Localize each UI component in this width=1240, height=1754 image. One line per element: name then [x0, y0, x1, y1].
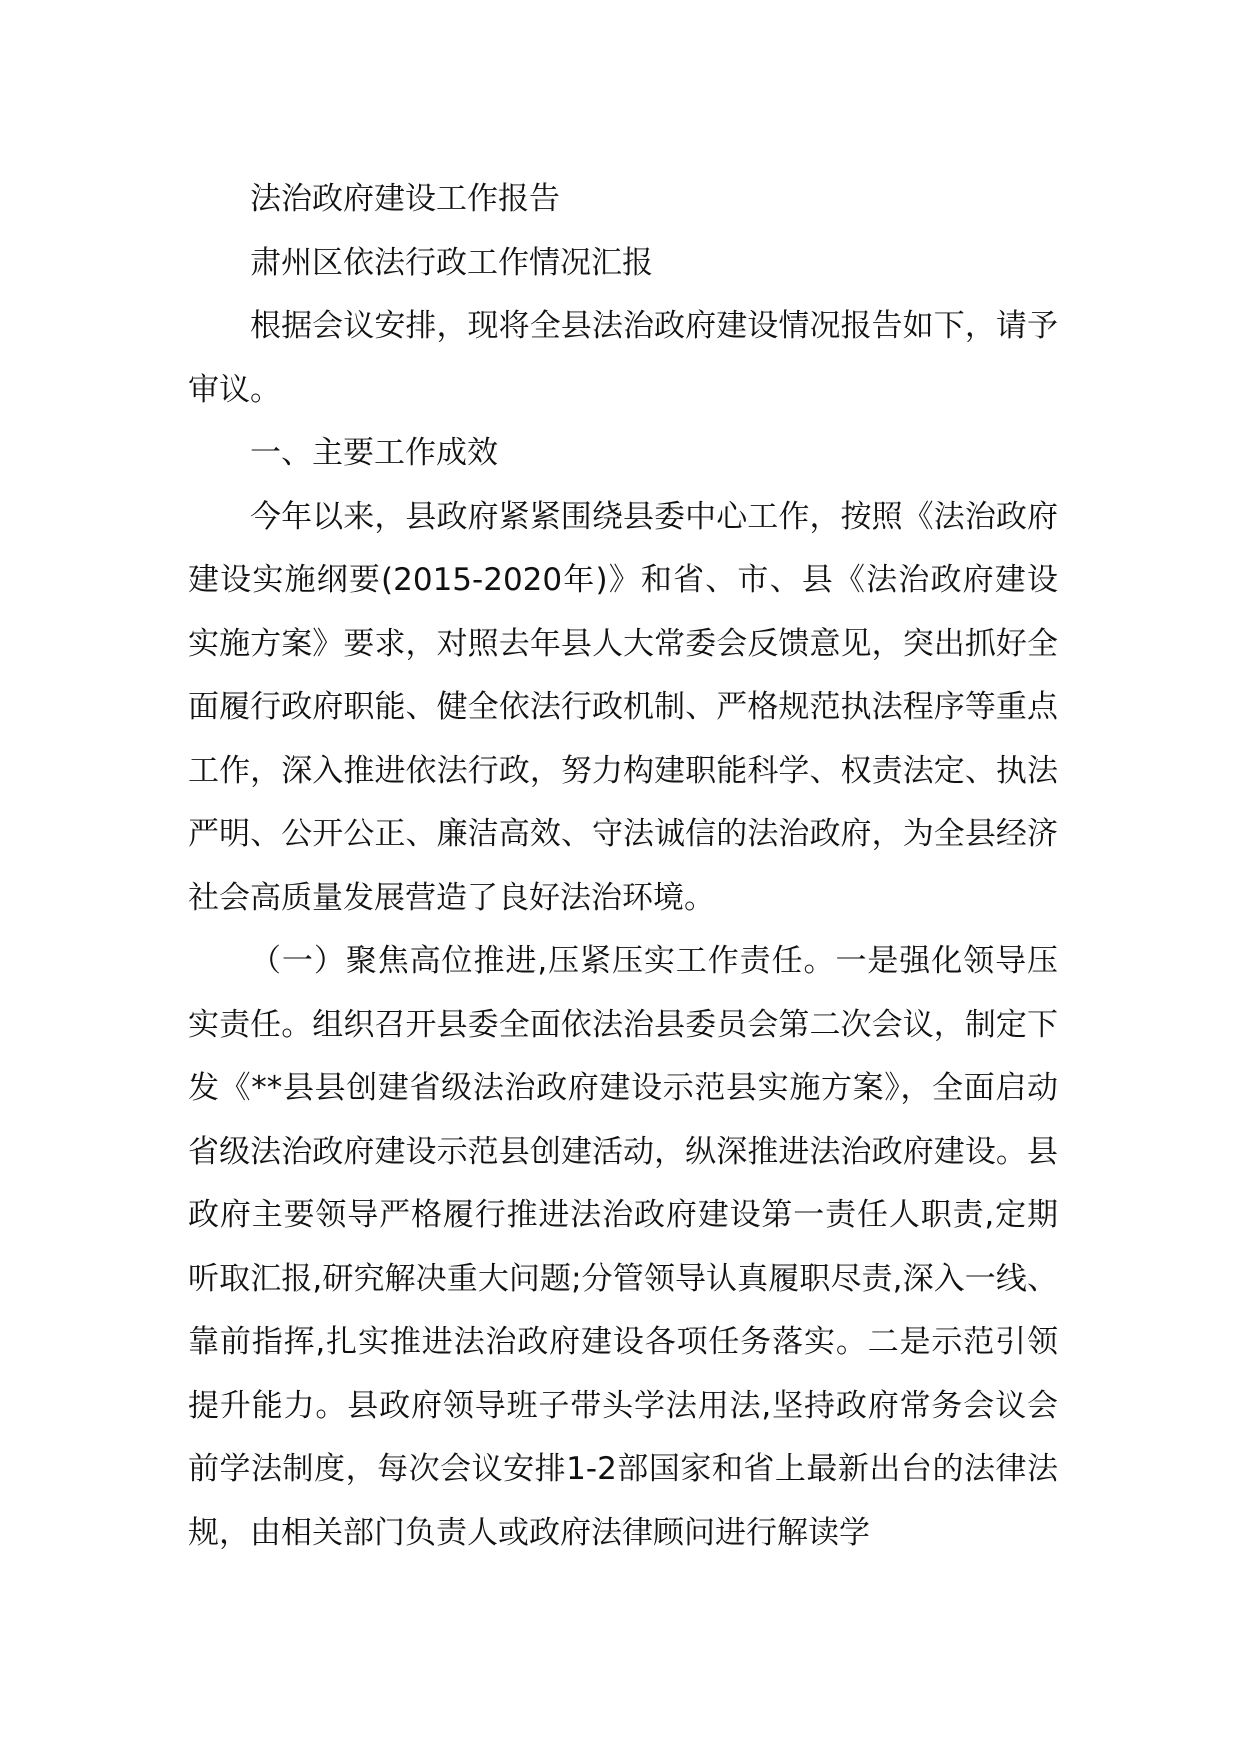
document-body [188, 168, 1058, 1565]
document-subtitle: 肃州区依法行政工作情况汇报 [250, 244, 653, 281]
paragraph-subsection-1: （一）聚焦高位推进,压紧压实工作责任。一是强化领导压实责任。组织召开县委全面依法治县委员会第二次会议，制定下发《**县县创建省级法治政府建设示范县实施方案》，全面启动省级法治政府建设示范县创建活动，纵深推进法治政府建设。县政府主要领导严格履行推进法治政府建设第一责任人职责,定期听取汇报,研究解决重大问题;分管领导认真履职尽责,深入一线、靠前指挥,扎实推进法治政府建设各项任务落实。二是示范引领提升能力。县政府领导班子带头学法用法,坚持政府常务会议会前学法制度，每次会议安排1-2部国家和省上最新出台的法律法规，由相关部门负责人或政府法律顾问进行解读学 [188, 943, 1058, 1551]
paragraph-overview: 今年以来，县政府紧紧围绕县委中心工作，按照《法治政府建设实施纲要(2015-2020年)》和省、市、县《法治政府建设实施方案》要求，对照去年县人大常委会反馈意见，突出抓好全面履行政府职能、健全依法行政机制、严格规范执法程序等重点工作，深入推进依法行政，努力构建职能科学、权责法定、执法严明、公开公正、廉洁高效、守法诚信的法治政府，为全县经济社会高质量发展营造了良好法治环境。 [188, 498, 1058, 916]
paragraph-intro: 根据会议安排，现将全县法治政府建设情况报告如下，请予审议。 [188, 308, 1058, 408]
document-title: 法治政府建设工作报告 [250, 181, 560, 217]
section-heading-1: 一、主要工作成效 [250, 435, 498, 471]
